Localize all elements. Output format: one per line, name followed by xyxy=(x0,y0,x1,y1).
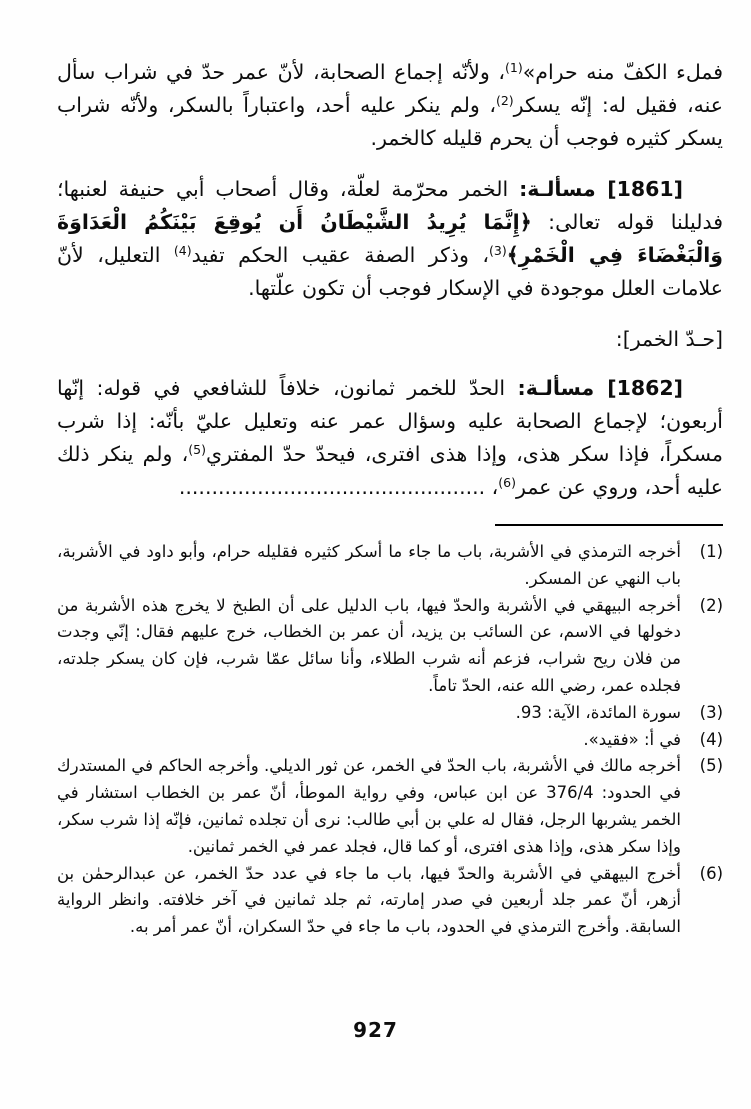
footnote xyxy=(57,861,723,941)
footnote-text: أخرجه الترمذي في الأشربة، باب ما جاء ما أسكر كثيره فقليله حرام، وأبو داود في الأشربة، باب النهي عن المسكر. xyxy=(57,542,681,588)
text-run: فملء الكفّ منه حرام» xyxy=(522,60,723,84)
text-run: الخمر محرّمة لعلّة، وقال أصحاب أبي حنيفة لعنبها؛ فدليلنا قوله تعالى: xyxy=(57,177,723,234)
text-run: [1862] مسألـة: xyxy=(517,376,684,400)
text-run: [حـدّ الخمر]: xyxy=(615,327,723,351)
footnote-ref: (4) xyxy=(173,243,192,258)
text-run: الحدّ للخمر ثمانون، خلافاً للشافعي في قوله: إنّها أربعون؛ لإجماع الصحابة عليه وسؤال عمر عنه وتعليل عليّ بأنّه: إذا شرب مسكراً، فإذا سكر هذى، وإذا هذى افترى، فيحدّ حدّ المفتري xyxy=(57,376,723,466)
text-run: ، وذكر الصفة عقيب الحكم تفيد xyxy=(191,243,490,267)
footnote xyxy=(57,753,723,860)
footnote xyxy=(57,593,723,700)
page-number: 927 xyxy=(353,1018,398,1042)
footnote-list xyxy=(57,539,723,941)
footnote xyxy=(57,700,723,727)
section-heading xyxy=(57,323,723,356)
footnote-ref: (1) xyxy=(505,60,523,75)
paragraph xyxy=(57,56,723,155)
footnote-section xyxy=(57,524,723,941)
footnote-number: (6) xyxy=(699,863,723,883)
footnote-number: (2) xyxy=(699,595,723,615)
text-run: ، ولم ينكر ذلك عليه أحد، وروي عن عمر xyxy=(57,442,723,499)
footnote-number: (4) xyxy=(699,729,723,749)
text-run: ﴿إِنَّمَا يُرِيدُ الشَّيْطَانُ أَن يُوقِعَ بَيْنَكُمُ الْعَدَاوَةَ وَالْبَغْضَاءَ فِي الْخَمْرِ﴾ xyxy=(57,210,723,267)
footnote-text: سورة المائدة، الآية: 93. xyxy=(515,702,681,722)
text-run: ، ولم ينكر عليه أحد، واعتباراً بالسكر، ولأنّه شراب يسكر كثيره فوجب أن يحرم قليله كالخمر. xyxy=(57,93,723,150)
footnote-text: أخرج البيهقي في الأشربة والحدّ فيها، باب ما جاء في عدد حدّ الخمر، عن عبدالرحمٰن بن أزهر، أنّ عمر جلد أربعين في صدر إمارته، ثم جلد ثمانين في آخر خلافته. وانظر الرواية السابقة. وأخرج الترمذي في الحدود، باب ما جاء في حدّ السكران، أنّ عمر أمر به. xyxy=(57,863,681,937)
text-run: [1861] مسألـة: xyxy=(519,177,684,201)
footnote-ref: (2) xyxy=(495,93,514,108)
paragraph xyxy=(57,372,723,504)
text-run: التعليل، لأنّ علامات العلل موجودة في الإسكار فوجب أن تكون علّتها. xyxy=(57,243,723,300)
footnote-number: (1) xyxy=(699,542,723,561)
footnote-text: أخرجه مالك في الأشربة، باب الحدّ في الخمر، عن ثور الديلي. وأخرجه الحاكم في المستدرك في الحدود: 376/4 عن ابن عباس، وفي رواية الموطأ، أنّ عمر بن الخطاب استشار في الخمر يشربها الرجل، فقال له علي بن أبي طالب: نرى أن تجلده ثمانين، فإنّه إذا شرب سكر، وإذا سكر هذى، وإذا هذى افترى، أو كما قال، فجلد عمر في الخمر ثمانين. xyxy=(57,756,681,856)
footnote-text: أخرجه البيهقي في الأشربة والحدّ فيها، باب الدليل على أن الطبخ لا يخرج هذه الأشربة من دخولها في الاسم، عن السائب بن يزيد، أن عمر بن الخطاب، خرج عليهم فقال: إنّي وجدت من فلان ريح شراب، فزعم أنه شرب الطلاء، وأنا سائل عمّا شرب، فإن كان يسكر جلدته، فجلده عمر، رضي الله عنه، الحدّ تاماً. xyxy=(57,595,681,695)
footnote-ref: (6) xyxy=(498,475,517,490)
paragraph xyxy=(57,173,723,305)
footnote-ref: (3) xyxy=(489,243,507,258)
text-run: ، ............................................... xyxy=(178,475,499,499)
footnote-separator xyxy=(495,524,723,526)
footnote-ref: (5) xyxy=(188,442,206,457)
footnote-number: (5) xyxy=(699,756,723,776)
text-run: ، ولأنّه إجماع الصحابة، لأنّ عمر حدّ في شراب سأل عنه، فقيل له: إنّه يسكر xyxy=(57,60,723,117)
footnote xyxy=(57,539,723,593)
footnote-text: في أ: «فقيد». xyxy=(583,729,681,749)
main-text-block xyxy=(57,56,723,522)
footnote xyxy=(57,727,723,754)
footnote-number: (3) xyxy=(699,702,723,722)
